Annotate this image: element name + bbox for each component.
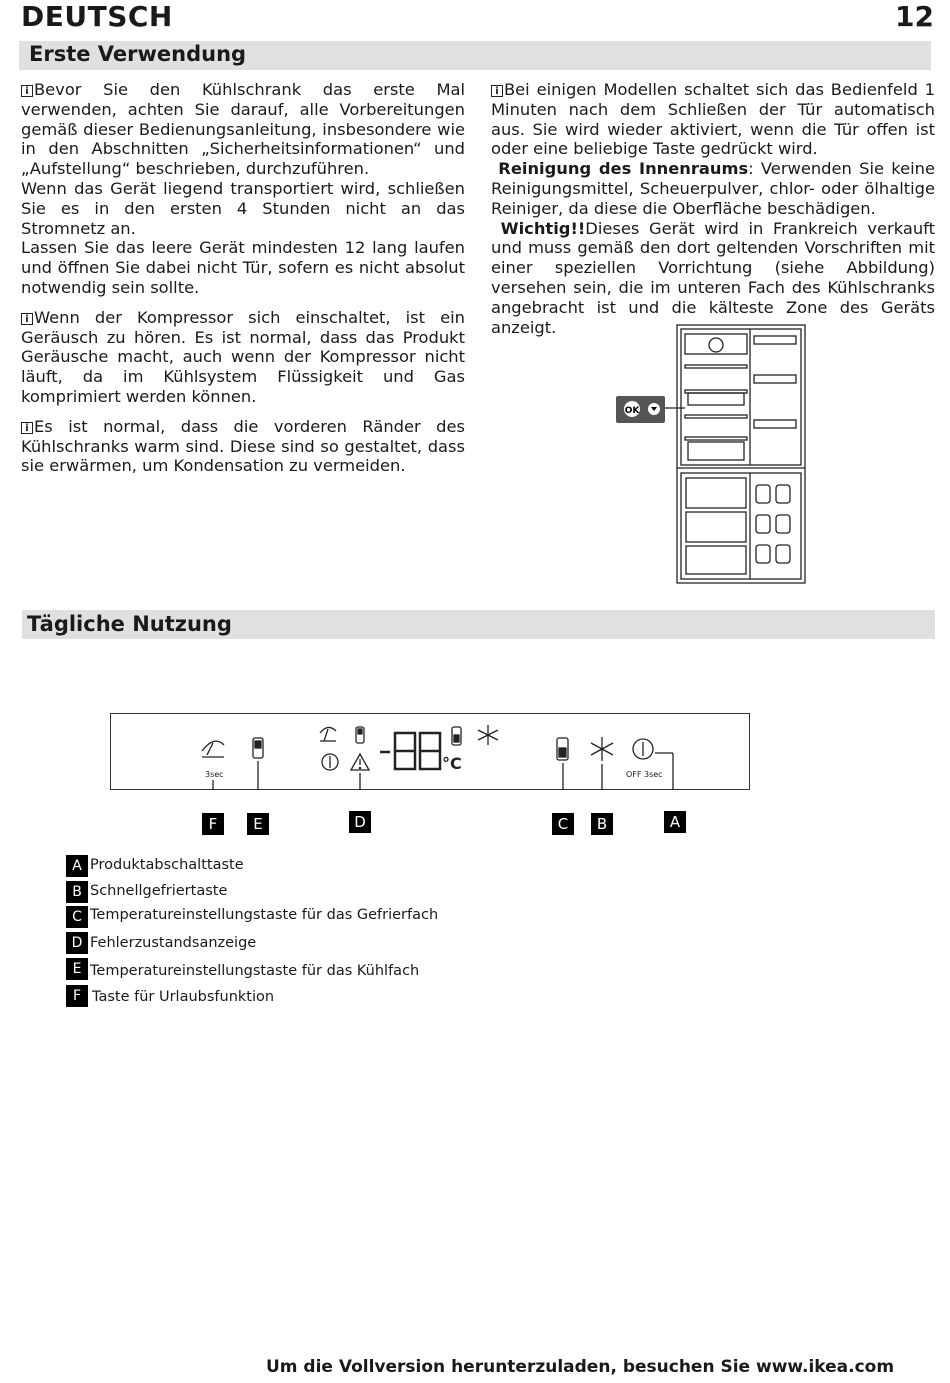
hold-time-label: 3sec: [644, 770, 663, 779]
fridge-illustration: [610, 320, 815, 586]
section-title: Erste Verwendung: [29, 42, 247, 66]
paragraph: [21, 179, 465, 238]
paragraph: [21, 417, 465, 476]
badge-d: D: [349, 811, 371, 833]
power-indicator-icon: [322, 754, 338, 770]
paragraph-text: Wenn das Gerät liegend transportiert wird, schließen Sie es in den ersten 4 Stunden nicht an das Stromnetz an.: [21, 178, 465, 238]
right-column: [491, 80, 935, 337]
info-icon: i: [21, 85, 33, 97]
unit-label: °C: [442, 754, 462, 773]
off-label: OFF: [626, 770, 642, 779]
paragraph-text: Bei einigen Modellen schaltet sich das Bedienfeld 1 Minuten nach dem Schließen der Tür automatisch aus. Sie wird wieder aktiviert, wenn die Tür offen ist oder eine beliebige Taste gedrückt wird.: [491, 80, 935, 159]
legend-key: F: [66, 985, 88, 1007]
paragraph-text: Lassen Sie das leere Gerät mindesten 12 lang laufen und öffnen Sie dabei nicht Tür, sofern es nicht absolut notwendig sein sollte.: [21, 238, 465, 297]
display-fridge-icon: [356, 727, 364, 743]
fridge-temp-icon[interactable]: [253, 738, 263, 758]
power-button-icon[interactable]: [633, 739, 653, 759]
legend-text: Temperatureinstellungstaste für das Gefrierfach: [90, 907, 439, 923]
paragraph-bold: Reinigung des Innenraums: [498, 159, 749, 179]
legend-key: D: [66, 932, 88, 954]
info-icon: i: [21, 422, 33, 434]
paragraph: [491, 159, 935, 218]
legend-text: Produktabschalttaste: [90, 857, 244, 873]
section-title: Tägliche Nutzung: [27, 612, 232, 636]
display-freezer-icon: [452, 727, 461, 745]
legend-text: Schnellgefriertaste: [90, 883, 228, 899]
left-column: [21, 80, 465, 476]
vacation-icon[interactable]: [202, 741, 224, 757]
temperature-display: [380, 733, 440, 769]
footer-download-note: Um die Vollversion herunterzuladen, besuchen Sie www.ikea.com: [266, 1357, 895, 1377]
legend-key: C: [66, 906, 88, 928]
language-heading: DEUTSCH: [21, 0, 173, 33]
display-umbrella-icon: [320, 727, 336, 741]
paragraph-text: : Verwenden Sie keine Reinigungsmittel, Scheuerpulver, chlor- oder ölhaltige Reiniger, da diese die Oberfläche beschädigen.: [491, 159, 935, 218]
warning-icon: [351, 754, 369, 770]
info-icon: i: [491, 85, 503, 97]
paragraph-text: Es ist normal, dass die vorderen Ränder des Kühlschranks warm sind. Diese sind so gestaltet, dass sie erwärmen, um Kondensation zu vermeiden.: [21, 416, 465, 476]
legend-text: Fehlerzustandsanzeige: [90, 935, 257, 951]
freezer-temp-icon[interactable]: [557, 738, 568, 760]
paragraph-text: Dieses Gerät wird in Frankreich verkauft und muss gemäß den dort geltenden Vorschriften mit einer speziellen Vorrichtung (siehe Abbildung) versehen sein, die im unteren Fach des Kühlschranks angebracht ist und die kälteste Zone des Geräts anzeigt.: [491, 218, 935, 337]
quick-freeze-icon[interactable]: [591, 737, 613, 761]
badge-f: F: [202, 813, 224, 835]
info-icon: i: [21, 313, 33, 325]
legend-key: E: [66, 958, 88, 980]
paragraph: [21, 308, 465, 407]
section-header-daily-use: [22, 610, 935, 639]
display-snowflake-icon: [478, 725, 498, 745]
paragraph-text: Wenn der Kompressor sich einschaltet, ist ein Geräusch zu hören. Es ist normal, dass das Produkt Geräusche macht, auch wenn der Kompressor nicht läuft, da im Kühlsystem Flüssigkeit und Gas komprimiert werden können.: [21, 307, 465, 406]
page-number: 12: [895, 0, 934, 33]
paragraph: [491, 80, 935, 159]
badge-b: B: [591, 813, 613, 835]
hold-time-label: 3sec: [205, 770, 224, 779]
legend-key: A: [66, 855, 88, 877]
badge-c: C: [552, 813, 574, 835]
paragraph-text: Bevor Sie den Kühlschrank das erste Mal verwenden, achten Sie darauf, alle Vorbereitungen gemäß dieser Bedienungsanleitung, insbesondere wie in den Abschnitten „Sicherheitsinformationen“ und „Aufstellung“ beschrieben, durchzuführen.: [21, 80, 465, 179]
fridge-indicator-ok: OK: [624, 406, 640, 416]
legend-text: Taste für Urlaubsfunktion: [92, 989, 275, 1005]
paragraph: [21, 80, 465, 179]
paragraph-bold: Wichtig!!: [500, 218, 586, 238]
legend-text: Temperatureinstellungstaste für das Kühlfach: [90, 963, 420, 979]
section-header-first-use: [19, 41, 931, 70]
legend-key: B: [66, 881, 88, 903]
badge-a: A: [664, 811, 686, 833]
badge-e: E: [247, 813, 269, 835]
paragraph: [21, 238, 465, 297]
